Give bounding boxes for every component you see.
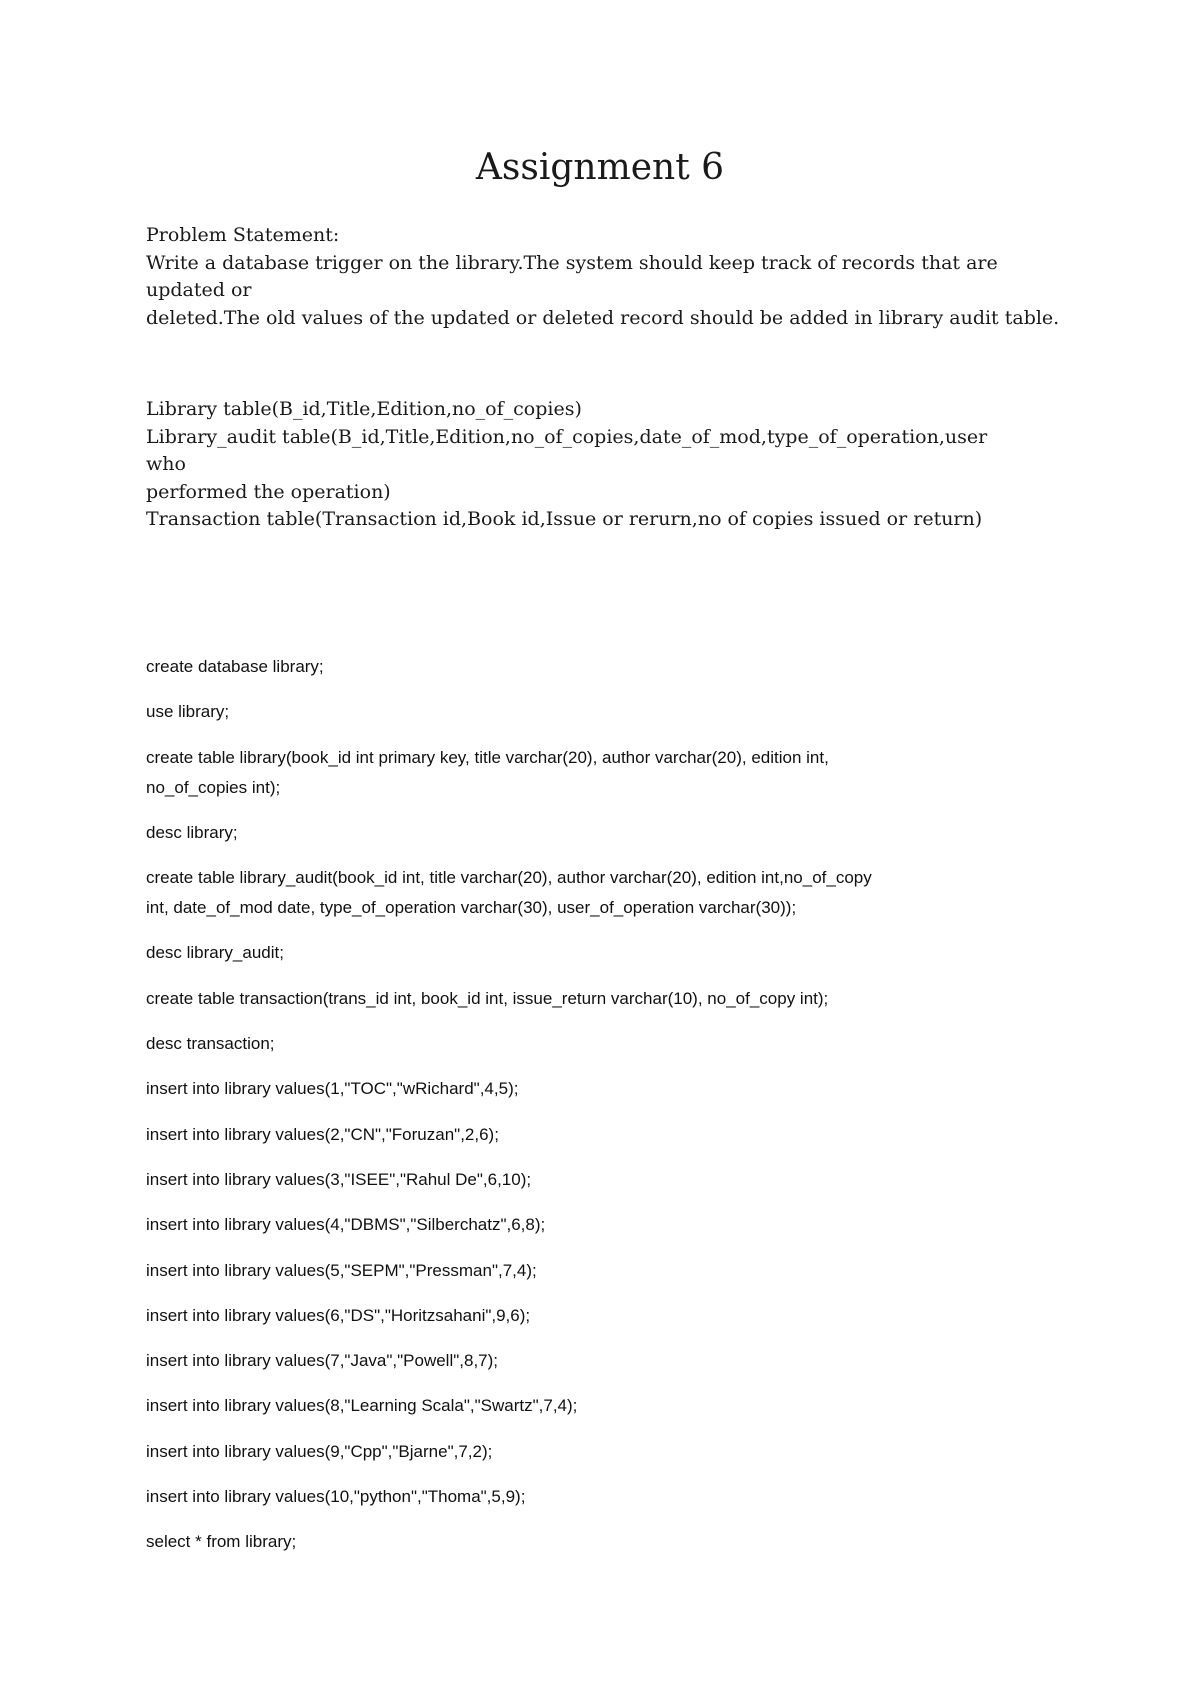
sql-statement: desc library_audit; xyxy=(146,943,284,963)
schema-line: who xyxy=(146,453,186,475)
sql-statement: insert into library values(10,"python","Thoma",5,9); xyxy=(146,1487,526,1507)
sql-statement: select * from library; xyxy=(146,1532,297,1552)
sql-statement: insert into library values(5,"SEPM","Pressman",7,4); xyxy=(146,1260,537,1280)
sql-statement: create table library_audit(book_id int, title varchar(20), author varchar(20), edition int,no_of_copy int, date_of_mod date, type_of_operation varchar(30), user_of_operation varchar(30)); xyxy=(146,868,872,918)
sql-statement: desc library; xyxy=(146,822,238,842)
document-title: Assignment 6 xyxy=(475,147,725,188)
sql-statement: insert into library values(4,"DBMS","Silberchatz",6,8); xyxy=(146,1215,546,1235)
sql-statement: insert into library values(9,"Cpp","Bjarne",7,2); xyxy=(146,1441,493,1461)
schema-line: Library_audit table(B_id,Title,Edition,no_of_copies,date_of_mod,type_of_operation,user xyxy=(146,425,988,448)
problem-line: updated or xyxy=(146,279,252,301)
sql-statement: insert into library values(3,"ISEE","Rahul De",6,10); xyxy=(146,1169,532,1189)
schema-line: Library table(B_id,Title,Edition,no_of_copies) xyxy=(146,398,582,420)
sql-statement: create table transaction(trans_id int, book_id int, issue_return varchar(10), no_of_copy int); xyxy=(146,988,829,1008)
schema-line: Transaction table(Transaction id,Book id,Issue or rerurn,no of copies issued or return) xyxy=(146,508,983,530)
table-schemas xyxy=(146,396,1066,534)
sql-statement: insert into library values(8,"Learning Scala","Swartz",7,4); xyxy=(146,1396,578,1416)
problem-line: deleted.The old values of the updated or deleted record should be added in library audit table. xyxy=(146,306,1060,329)
problem-line: Problem Statement: xyxy=(146,224,340,246)
sql-statement: insert into library values(1,"TOC","wRichard",4,5); xyxy=(146,1079,519,1099)
problem-statement xyxy=(146,222,1066,332)
sql-code-block xyxy=(146,652,1066,1573)
sql-statement: insert into library values(7,"Java","Powell",8,7); xyxy=(146,1351,499,1371)
sql-statement: insert into library values(6,"DS","Horitzsahani",9,6); xyxy=(146,1305,531,1325)
sql-statement: desc transaction; xyxy=(146,1034,275,1054)
sql-statement: insert into library values(2,"CN","Foruzan",2,6); xyxy=(146,1124,499,1144)
sql-statement: use library; xyxy=(146,702,230,722)
sql-statement: create database library; xyxy=(146,657,324,676)
problem-line: Write a database trigger on the library.The system should keep track of records that are xyxy=(146,251,998,274)
schema-line: performed the operation) xyxy=(146,480,391,503)
sql-statement: create table library(book_id int primary key, title varchar(20), author varchar(20), edition int, no_of_copies int); xyxy=(146,747,829,797)
